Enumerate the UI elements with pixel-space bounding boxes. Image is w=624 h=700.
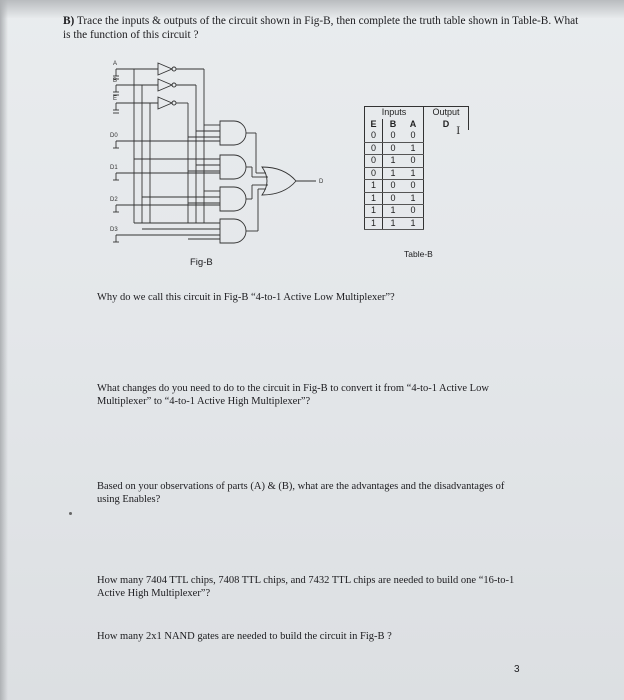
cell-b: 0 <box>383 180 404 193</box>
cell-a: 0 <box>403 205 424 218</box>
table-row <box>365 130 469 142</box>
cell-b: 0 <box>383 130 404 142</box>
left-shadow <box>0 0 8 700</box>
label-d0: D0 <box>110 133 118 139</box>
cell-b: 1 <box>383 217 404 230</box>
label-d3: D3 <box>110 227 118 233</box>
table-row <box>365 167 469 180</box>
inputs-group-header: Inputs <box>365 107 424 119</box>
header-b: B <box>389 118 397 129</box>
header-a: A <box>403 119 424 131</box>
table-caption: Table-B <box>404 249 433 259</box>
inverter-a <box>158 63 172 75</box>
intro-paragraph <box>63 14 583 42</box>
label-e: E <box>113 96 118 102</box>
cell-e: 1 <box>365 205 383 218</box>
table-row <box>365 180 469 193</box>
figure-caption: Fig-B <box>190 257 213 268</box>
cell-a: 0 <box>403 130 424 142</box>
stray-mark <box>69 512 72 515</box>
cell-e: 1 <box>365 192 383 205</box>
label-d2: D2 <box>110 197 118 203</box>
cell-b: 0 <box>383 192 404 205</box>
header-e: E <box>365 119 383 131</box>
cell-output[interactable] <box>424 180 469 193</box>
label-a: A <box>113 61 118 67</box>
and-gate-2 <box>220 155 246 179</box>
table-row <box>365 155 469 168</box>
cell-output[interactable] <box>424 217 469 230</box>
cell-b: 1 <box>383 167 404 180</box>
cell-a: 0 <box>403 155 424 168</box>
label-output-d: D <box>319 179 324 185</box>
question-5: How many 2x1 NAND gates are needed to build the circuit in Fig-B ? <box>97 631 392 642</box>
mux-circuit-diagram <box>96 55 346 255</box>
table-row <box>365 142 469 155</box>
inverter-b <box>158 79 172 91</box>
cell-output[interactable] <box>424 142 469 155</box>
page-number: 3 <box>514 664 520 675</box>
truth-table <box>364 106 469 230</box>
cell-a: 1 <box>403 142 424 155</box>
and-gate-1 <box>220 121 246 145</box>
output-group-header: Output <box>424 107 469 119</box>
cell-a: 1 <box>403 167 424 180</box>
cell-a: 1 <box>403 192 424 205</box>
header-output-d: D <box>424 119 469 131</box>
cell-e: 1 <box>365 180 383 193</box>
cell-output[interactable] <box>424 192 469 205</box>
inverter-e <box>158 97 172 109</box>
cell-b: 1 <box>383 155 404 168</box>
cell-output[interactable] <box>424 155 469 168</box>
table-row <box>365 205 469 218</box>
label-d1: D1 <box>110 165 118 171</box>
cell-output[interactable] <box>424 167 469 180</box>
cell-output[interactable] <box>424 126 469 142</box>
cell-e: 0 <box>365 130 383 142</box>
question-2: What changes do you need to do to the circuit in Fig-B to convert it from “4-to-1 Active Low Multiplexer” to “4-to-1 Active High Multiplexer”? <box>97 383 489 407</box>
and-gate-4 <box>220 219 246 243</box>
cell-e: 0 <box>365 167 383 180</box>
table-row <box>365 217 469 230</box>
label-b: B <box>113 78 118 84</box>
intro-text: Trace the inputs & outputs of the circuit shown in Fig-B, then complete the truth table shown in Table-B. What is the function of this circuit ? <box>63 15 579 41</box>
question-3: Based on your observations of parts (A) & (B), what are the advantages and the disadvantages of using Enables? <box>97 481 505 505</box>
cell-e: 1 <box>365 217 383 230</box>
or-gate <box>262 167 296 195</box>
cell-e: 0 <box>365 155 383 168</box>
question-label: B) <box>63 15 75 27</box>
cell-b: 1 <box>383 205 404 218</box>
cell-b: 0 <box>383 142 404 155</box>
cell-a: 1 <box>403 217 424 230</box>
handwritten-output-mark: I <box>456 126 461 138</box>
and-gate-3 <box>220 187 246 211</box>
question-4: How many 7404 TTL chips, 7408 TTL chips, and 7432 TTL chips are needed to build one “16-to-1 Active High Multiplexer”? <box>97 575 515 599</box>
cell-a: 0 <box>403 180 424 193</box>
question-1: Why do we call this circuit in Fig-B “4-to-1 Active Low Multiplexer”? <box>97 292 395 303</box>
cell-e: 0 <box>365 142 383 155</box>
cell-output[interactable] <box>424 205 469 218</box>
table-row <box>365 192 469 205</box>
